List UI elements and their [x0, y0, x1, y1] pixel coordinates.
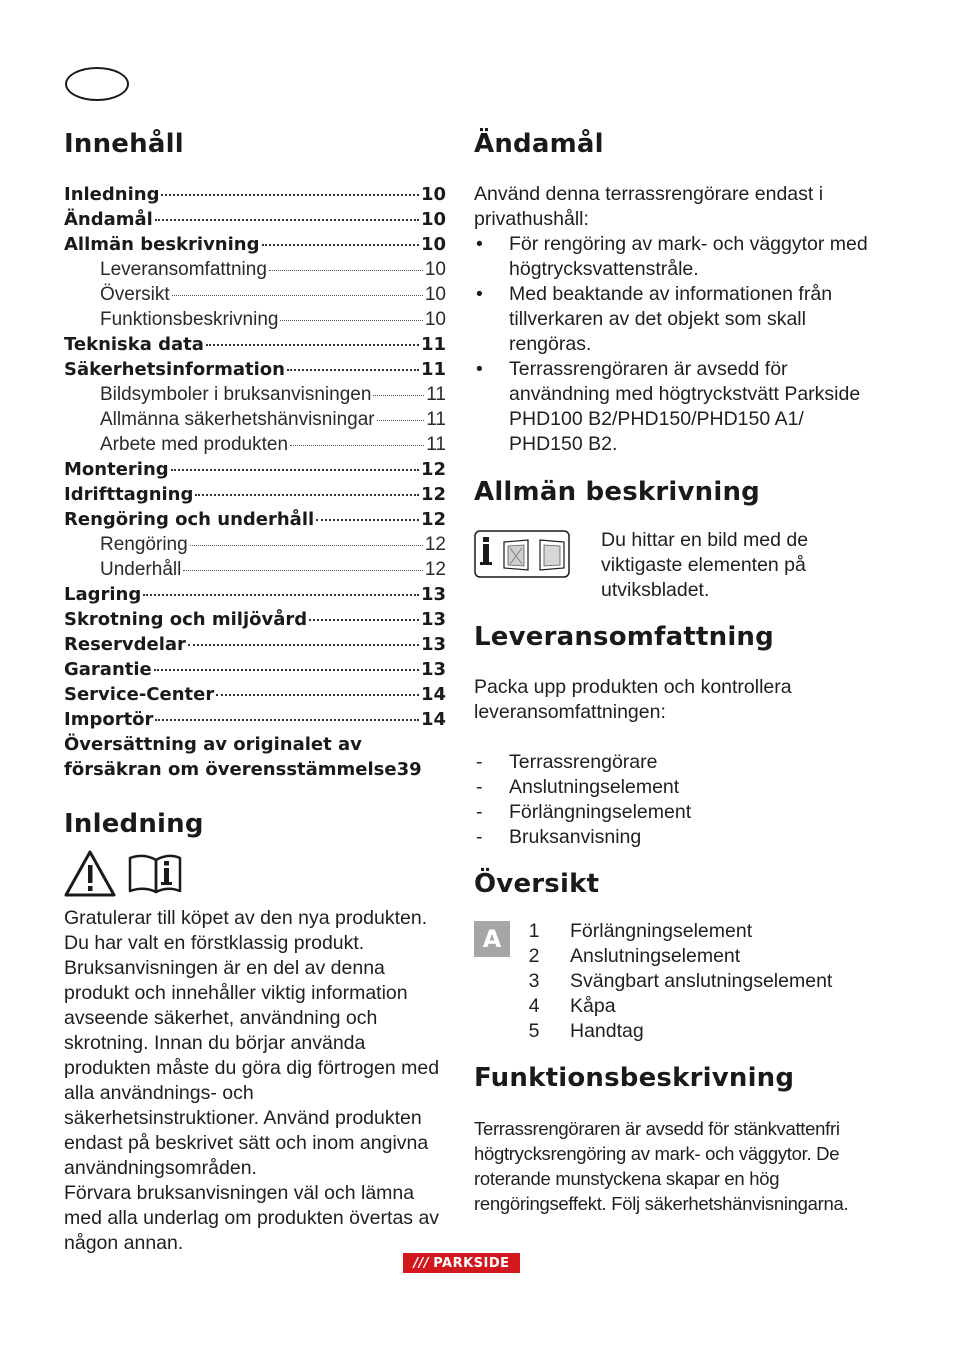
language-marker: [65, 67, 129, 101]
toc-entry: Ändamål 10: [64, 209, 446, 230]
toc-leader: [309, 619, 419, 621]
toc-leader: [377, 420, 425, 421]
allman-heading: Allmän beskrivning: [474, 477, 760, 507]
toc-leader: [155, 219, 419, 221]
list-item: - Bruksanvisning: [474, 825, 874, 850]
toc-leader: [206, 344, 419, 346]
parkside-logo: /// PARKSIDE: [403, 1253, 520, 1273]
toc-leader: [188, 644, 419, 646]
bullet-item: • Terrassrengöraren är avsedd för användning med högtryckstvätt Parkside PHD100 B2/PHD150/PHD150 A1/ PHD150 B2.: [474, 357, 874, 457]
left-column: [64, 128, 446, 1256]
inledning-paragraph-2: Förvara bruksanvisningen väl och lämna med alla underlag om produkten övertas av någon annan.: [64, 1182, 440, 1254]
toc-leader: [287, 369, 419, 371]
list-item: 4 Kåpa: [528, 995, 616, 1017]
toc-entry: Underhåll 12: [100, 559, 446, 580]
andamal-bullet-list: [474, 232, 874, 457]
toc-leader: [269, 270, 423, 271]
toc-entry: Montering 12: [64, 459, 446, 480]
bullet-item: • För rengöring av mark- och väggytor med högtrycksvattenstråle.: [474, 232, 874, 282]
list-item: - Anslutningselement: [474, 775, 874, 800]
toc-leader: [373, 395, 424, 396]
toc-leader: [154, 669, 419, 671]
toc-leader: [143, 594, 419, 596]
toc-leader: [216, 694, 419, 696]
toc-leader: [172, 295, 423, 296]
figure-a-badge: A: [474, 921, 510, 957]
foldout-info-icon: [474, 530, 570, 578]
toc-entry: Rengöring och underhåll 12: [64, 509, 446, 530]
funktion-text: Terrassrengöraren är avsedd för stänkvattenfri högtrycksrengöring av mark- och väggytor. De roterande munstyckena skapar en hög rengöringseffekt. Följ säkerhetshänvisningarna.: [474, 1118, 849, 1214]
toc-entry: Allmänna säkerhetshänvisningar 11: [100, 409, 446, 430]
inledning-paragraph-1: Gratulerar till köpet av den nya produkten. Du har valt en förstklassig produkt. Bruksanvisningen är en del av denna produkt och innehåller viktig information avseende säkerhet, användning och skrotning. Innan du börjar använda produkten måste du göra dig förtrogen med alla användnings- och säkerhetsinstruktioner. Använd produkten endast på beskrivet sätt och inom angivna användningsområden.: [64, 907, 440, 1179]
manual-book-icon: [130, 856, 180, 892]
oversikt-heading: Översikt: [474, 869, 600, 899]
toc-entry: Idrifttagning 12: [64, 484, 446, 505]
toc-entry: Funktionsbeskrivning 10: [100, 309, 446, 330]
toc-entry: Översikt 10: [100, 284, 446, 305]
toc-entry: Service-Center 14: [64, 684, 446, 705]
toc-entry: Rengöring 12: [100, 534, 446, 555]
warning-and-manual-icon: [64, 848, 184, 900]
toc-leader: [316, 519, 419, 521]
funktion-heading: Funktionsbeskrivning: [474, 1063, 795, 1093]
toc-entry: Allmän beskrivning 10: [64, 234, 446, 255]
toc-entry: Inledning 10: [64, 184, 446, 205]
toc-leader: [280, 320, 422, 321]
list-item: - Förlängningselement: [474, 800, 874, 825]
toc-entry-translation-line1: Översättning av originalet av: [64, 734, 362, 755]
andamal-intro: Använd denna terrassrengörare endast i privathushåll:: [474, 183, 824, 230]
logo-slashes: ///: [413, 1255, 430, 1271]
toc-entry: Tekniska data 11: [64, 334, 446, 355]
toc-entry: Importör 14: [64, 709, 446, 730]
toc-entry-translation-line2: försäkran om överensstämmelse 39: [64, 759, 422, 780]
andamal-heading: Ändamål: [474, 129, 604, 159]
toc-entry: Leveransomfattning 10: [100, 259, 446, 280]
toc-leader: [183, 570, 423, 571]
toc-entry: Skrotning och miljövård 13: [64, 609, 446, 630]
list-item: 3 Svängbart anslutningselement: [528, 970, 833, 992]
bullet-item: • Med beaktande av informationen från tillverkaren av det objekt som skall rengöras.: [474, 282, 874, 357]
oversikt-block: [474, 919, 874, 1044]
inledning-heading: Inledning: [64, 809, 204, 839]
list-item: 5 Handtag: [528, 1020, 644, 1042]
allman-block: [474, 528, 874, 603]
toc-entry: Arbete med produkten 11: [100, 434, 446, 455]
leverans-list: [474, 750, 874, 850]
leverans-intro: Packa upp produkten och kontrollera leveransomfattningen:: [474, 676, 792, 723]
toc-leader: [262, 244, 419, 246]
allman-text: Du hittar en bild med de viktigaste elementen på utviksbladet.: [601, 529, 809, 601]
toc-entry: Säkerhetsinformation 11: [64, 359, 446, 380]
table-of-contents: [64, 182, 446, 732]
oversikt-list: [516, 919, 832, 1044]
toc-leader: [290, 445, 424, 446]
toc-entry: Garantie 13: [64, 659, 446, 680]
toc-heading: Innehåll: [64, 129, 184, 159]
toc-leader: [171, 469, 419, 471]
list-item: 2 Anslutningselement: [528, 945, 741, 967]
toc-entry: Lagring 13: [64, 584, 446, 605]
toc-leader: [195, 494, 419, 496]
toc-leader: [155, 719, 419, 721]
toc-leader: [190, 545, 423, 546]
leverans-heading: Leveransomfattning: [474, 622, 774, 652]
list-item: - Terrassrengörare: [474, 750, 874, 775]
toc-entry: Reservdelar 13: [64, 634, 446, 655]
warning-triangle-icon: [66, 852, 114, 895]
list-item: 1 Förlängningselement: [528, 920, 753, 942]
toc-entry: Bildsymboler i bruksanvisningen 11: [100, 384, 446, 405]
right-column: [474, 128, 874, 1216]
toc-leader: [161, 194, 418, 196]
